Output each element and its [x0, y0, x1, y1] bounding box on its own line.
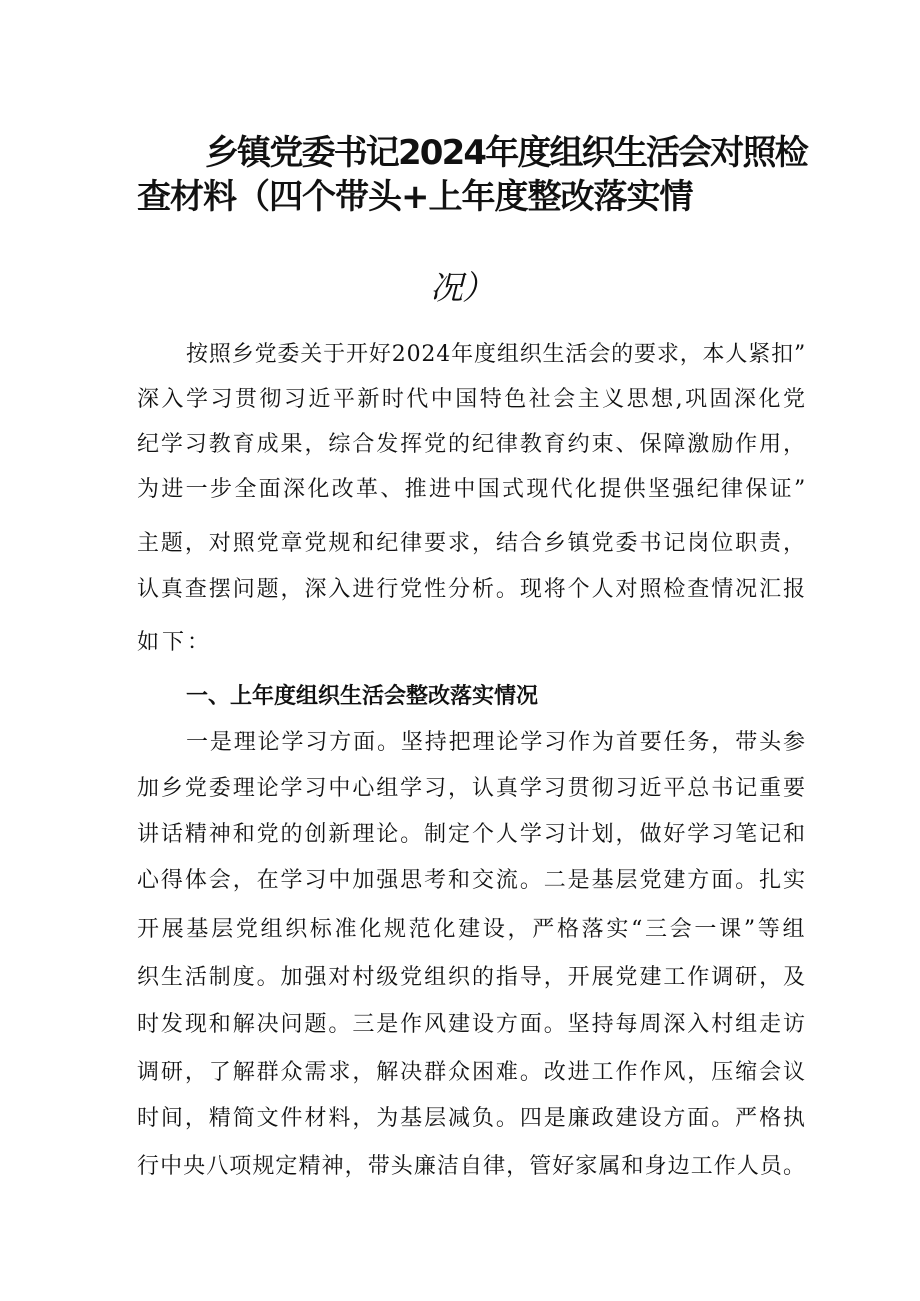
- intro-line: 认真查摆问题，深入进行党性分析。现将个人对照检查情况汇报: [137, 577, 807, 602]
- intro-line: 为进一步全面深化改革、推进中国式现代化提供坚强纪律保证”: [137, 477, 808, 502]
- body-line: 调研，了解群众需求，解决群众困难。改进工作作风，压缩会议: [137, 1060, 807, 1085]
- intro-line: 主题，对照党章党规和纪律要求，结合乡镇党委书记岗位职责，: [137, 531, 807, 556]
- title-line-1: 乡镇党委书记2024年度组织生活会对照检: [205, 133, 807, 173]
- body-line: 加乡党委理论学习中心组学习，认真学习贯彻习近平总书记重要: [137, 776, 807, 801]
- body-line: 讲话精神和党的创新理论。制定个人学习计划，做好学习笔记和: [137, 822, 807, 847]
- body-line: 时发现和解决问题。三是作风建设方面。坚持每周深入村组走访: [137, 1012, 807, 1037]
- body-line: 时间，精简文件材料，为基层减负。四是廉政建设方面。严格执: [137, 1106, 807, 1131]
- title-line-3: 况）: [430, 268, 494, 307]
- intro-line: 纪学习教育成果，综合发挥党的纪律教育约束、保障激励作用，: [137, 432, 807, 457]
- intro-line: 按照乡党委关于开好2024年度组织生活会的要求，本人紧扣”: [186, 342, 807, 367]
- title-line-2: 查材料（四个带头+上年度整改落实情: [137, 177, 693, 217]
- body-line: 织生活制度。加强对村级党组织的指导，开展党建工作调研，及: [137, 965, 807, 990]
- body-line: 心得体会，在学习中加强思考和交流。二是基层党建方面。扎实: [137, 868, 807, 893]
- body-line: 开展基层党组织标准化规范化建设，严格落实“三会一课”等组: [137, 917, 808, 942]
- body-line: 行中央八项规定精神，带头廉洁自律，管好家属和身边工作人员。: [137, 1154, 807, 1179]
- section-heading: 一、上年度组织生活会整改落实情况: [186, 684, 539, 709]
- body-line: 一是理论学习方面。坚持把理论学习作为首要任务，带头参: [186, 730, 807, 755]
- intro-line: 深入学习贯彻习近平新时代中国特色社会主义思想,巩固深化党: [137, 387, 808, 412]
- intro-line: 如下：: [137, 630, 213, 655]
